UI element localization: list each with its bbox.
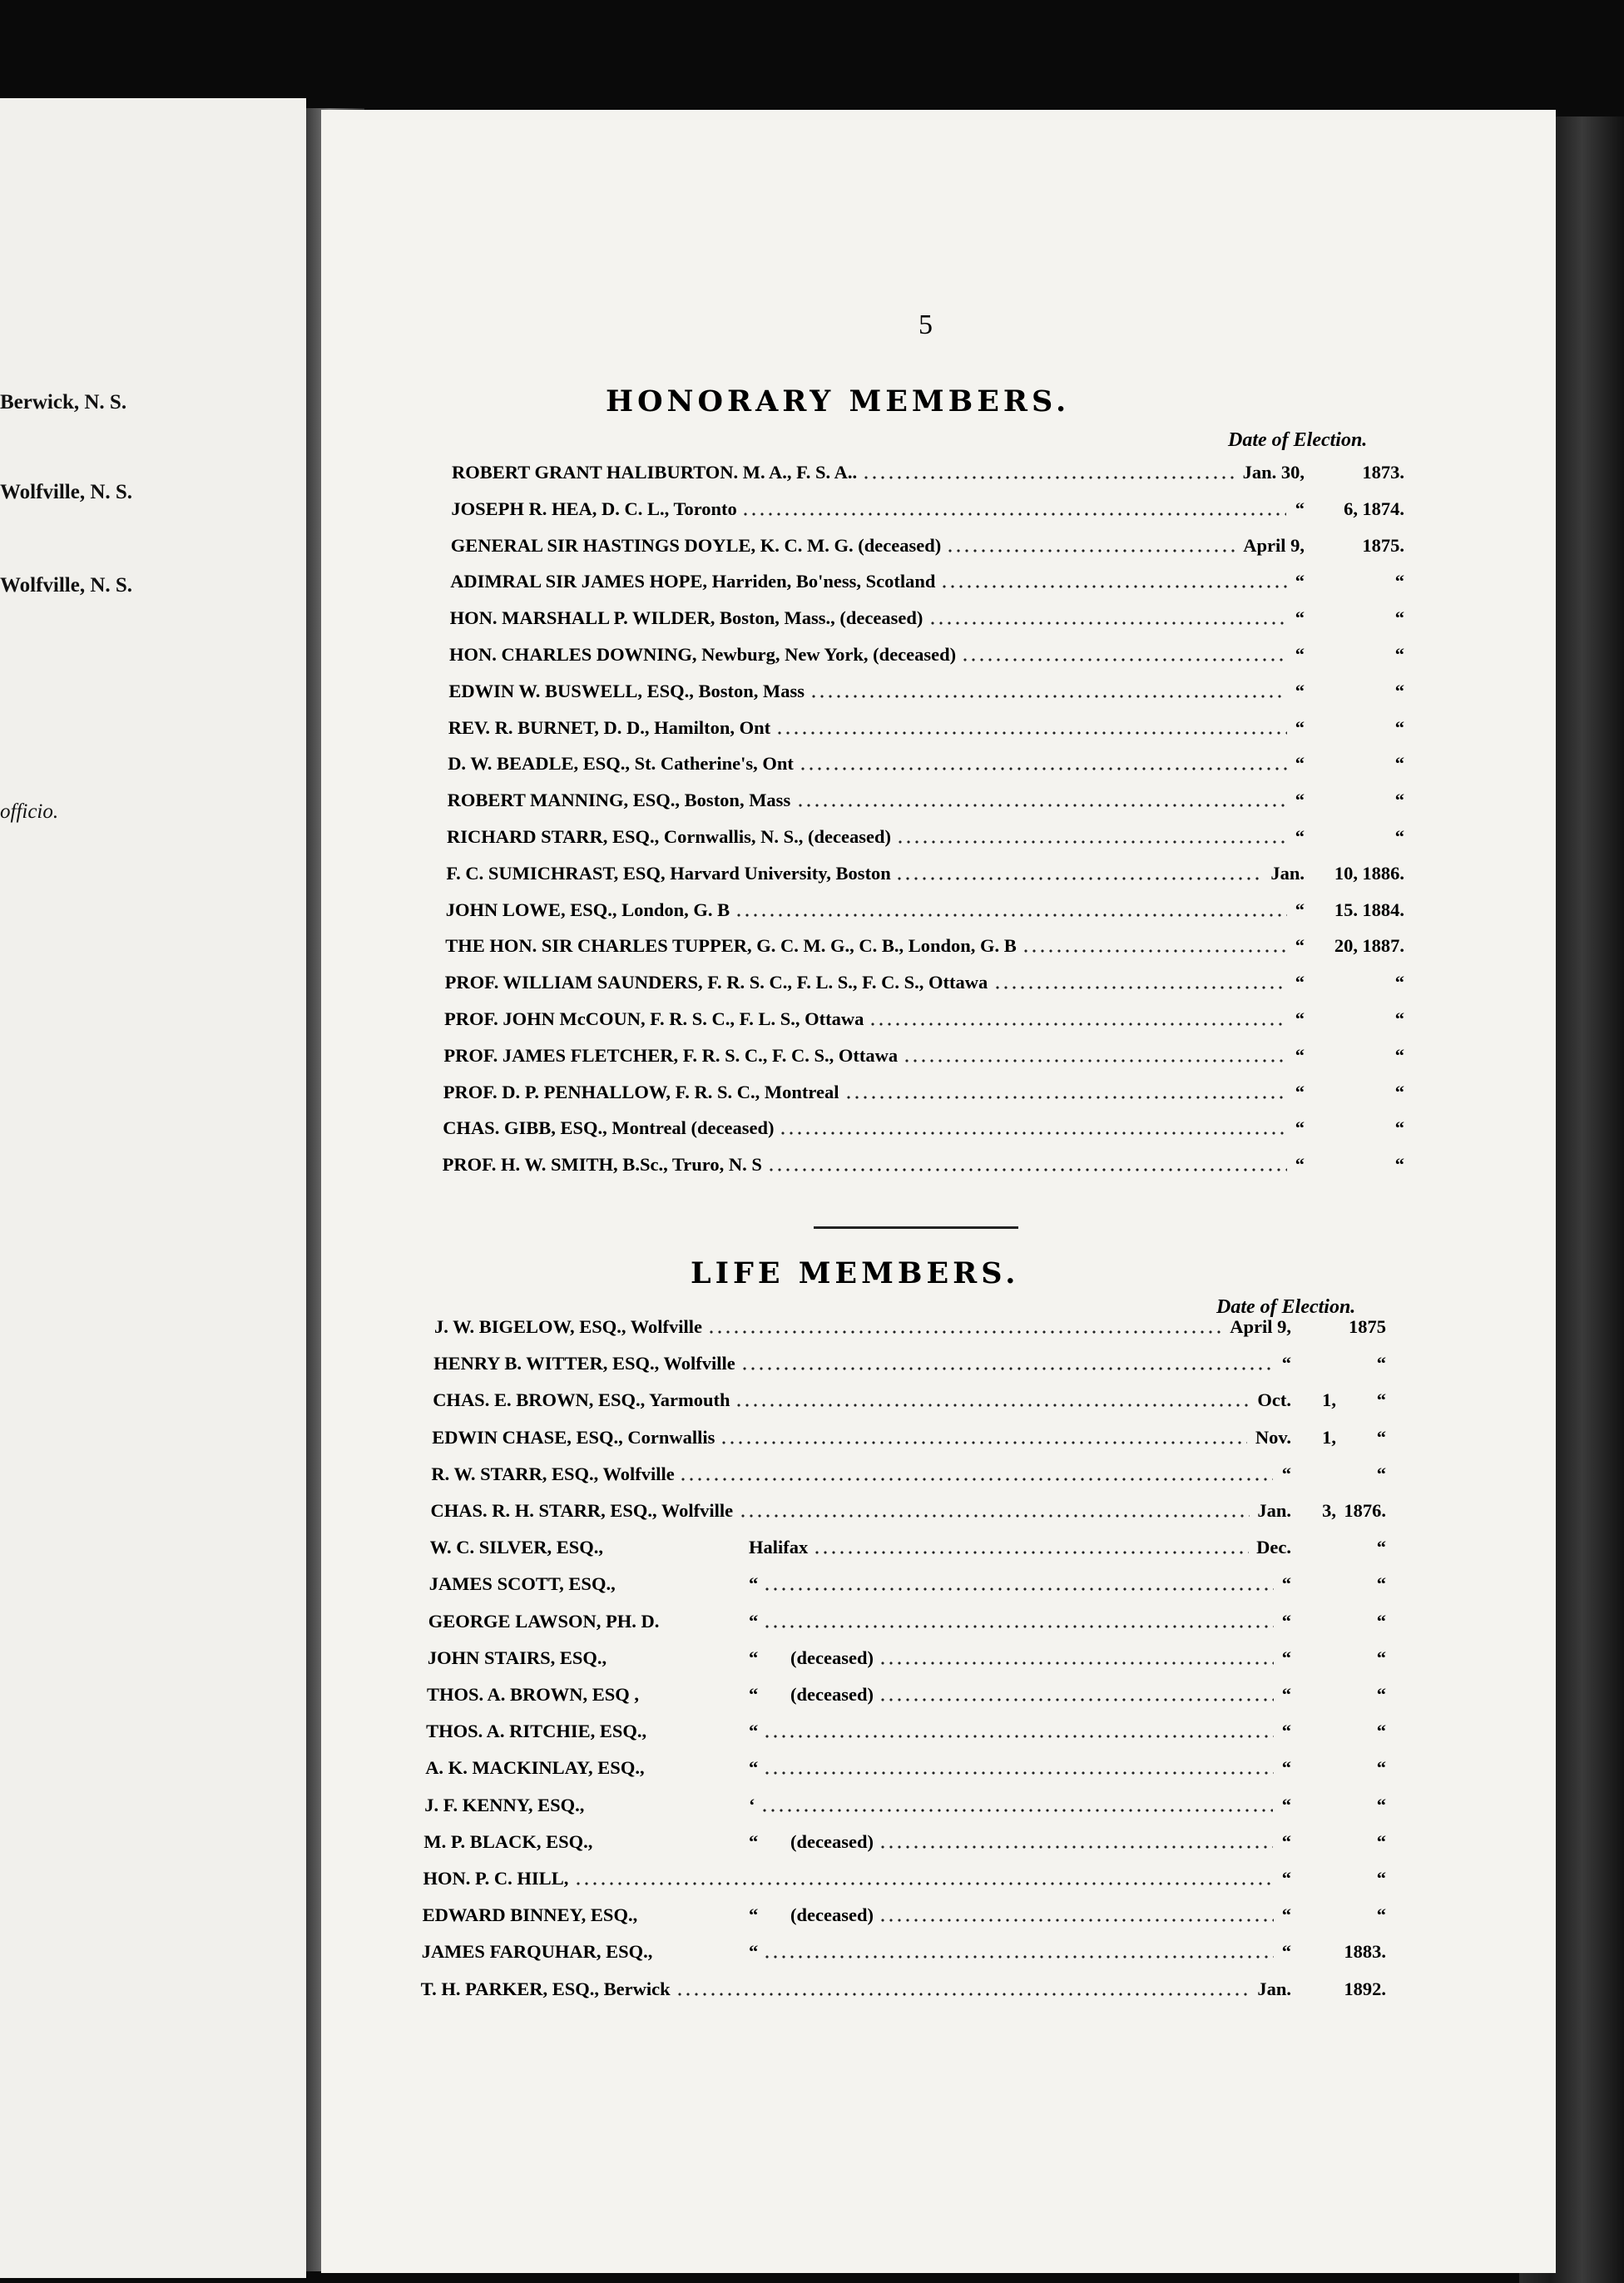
leader-dots [961,657,1287,662]
member-row [421,1978,1386,2008]
election-day: 3, [1322,1500,1336,1521]
member-name: THOS. A. RITCHIE, ESQ., [426,1721,647,1742]
leader-dots [896,839,1287,844]
member-name: RICHARD STARR, ESQ., Cornwallis, N. S., (deceased) [447,826,891,847]
member-name: GENERAL SIR HASTINGS DOYLE, K. C. M. G. (deceased) [450,534,942,556]
member-name: THE HON. SIR CHARLES TUPPER, G. C. M. G., C. B., London, G. B [445,935,1017,957]
election-month: “ [1295,1154,1305,1176]
election-month: April 9, [1243,534,1305,556]
election-month: “ [1281,1904,1291,1926]
election-year: 1886. [1362,862,1404,884]
election-month: “ [1281,1647,1291,1668]
election-month: “ [1281,1830,1291,1852]
leader-dots [796,803,1287,808]
member-row [450,607,1404,637]
election-year: “ [1394,753,1404,775]
leader-dots [862,475,1235,480]
member-name: CHAS. R. H. STARR, ESQ., Wolfville [430,1500,734,1521]
member-name: EDWIN CHASE, ESQ., Cornwallis [432,1426,715,1448]
leader-dots [813,1550,1249,1555]
member-row [428,1647,1386,1677]
election-year: “ [1376,1610,1386,1632]
election-month: “ [1281,1721,1291,1742]
member-row [432,1427,1386,1457]
election-year: “ [1376,1721,1386,1742]
election-year: “ [1376,1353,1386,1374]
member-row [433,1389,1386,1419]
election-month: “ [1281,1941,1291,1963]
election-day: 6, [1344,498,1358,519]
election-year: “ [1394,716,1404,738]
election-year: 1892. [1344,1978,1386,1999]
election-year: “ [1394,680,1404,701]
election-month: “ [1295,826,1305,847]
election-month: Jan. [1257,1500,1291,1521]
election-year: “ [1376,1904,1386,1926]
leader-dots [763,1624,1274,1629]
member-place: ‘ [748,1794,755,1815]
election-year: “ [1394,1117,1404,1139]
member-row [446,899,1404,929]
election-month: “ [1281,1610,1291,1632]
election-year: “ [1376,1389,1386,1411]
member-name: ADIMRAL SIR JAMES HOPE, Harriden, Bo'ness, Scotland [450,571,936,592]
leader-dots [763,1954,1274,1959]
member-name: HON. MARSHALL P. WILDER, Boston, Mass., (deceased) [449,607,923,629]
leader-dots [763,1734,1274,1739]
election-month: “ [1281,1794,1291,1815]
election-year: “ [1394,571,1404,592]
election-month: “ [1295,1008,1305,1029]
member-row [427,1684,1386,1714]
member-name: JAMES SCOTT, ESQ., [428,1573,616,1595]
election-month: Nov. [1255,1426,1291,1448]
election-month: Jan. [1270,862,1305,884]
member-name: JAMES FARQUHAR, ESQ., [421,1941,653,1963]
election-month: Jan. [1257,1978,1291,1999]
leader-dots [740,1366,1274,1371]
leader-dots [879,1845,1273,1850]
election-month: “ [1295,1044,1305,1066]
member-place: “ [748,1757,759,1779]
election-year: “ [1394,1008,1404,1029]
member-row [429,1573,1386,1603]
leader-dots [739,1513,1250,1518]
leader-dots [735,1403,1249,1408]
leader-dots [869,1022,1287,1027]
member-name: REV. R. BURNET, D. D., Hamilton, Ont [448,716,771,738]
election-year: 1873. [1362,462,1404,483]
member-row [426,1721,1386,1751]
member-name: J. F. KENNY, ESQ., [424,1794,585,1815]
election-year: 1883. [1344,1941,1386,1963]
member-name: W. C. SILVER, ESQ., [429,1537,604,1558]
member-name: ROBERT MANNING, ESQ., Boston, Mass [447,790,791,811]
member-row [430,1537,1386,1567]
member-row [448,753,1404,783]
member-row [434,1316,1386,1346]
member-name: JOHN LOWE, ESQ., London, G. B [445,899,730,920]
member-note: (deceased) [790,1904,874,1926]
member-row [446,863,1404,893]
member-name: PROF. JAMES FLETCHER, F. R. S. C., F. C. S., Ottawa [443,1044,899,1066]
election-year: “ [1376,1573,1386,1595]
date-of-election-header: Date of Election. [1216,1296,1356,1318]
election-year: “ [1394,1154,1404,1176]
election-month: “ [1295,753,1305,775]
member-row [433,1353,1386,1383]
election-month: “ [1281,1868,1291,1889]
leader-dots [946,548,1235,553]
member-row [422,1941,1386,1971]
member-name: JOSEPH R. HEA, D. C. L., Toronto [451,498,737,519]
left-page-fragment: officio. [0,800,59,823]
leader-dots [679,1477,1273,1482]
left-page-fragment: Wolfville, N. S. [0,574,133,597]
election-year: “ [1376,1757,1386,1779]
member-row [443,1117,1404,1147]
election-year: “ [1394,1044,1404,1066]
election-year: “ [1394,644,1404,665]
leader-dots [735,913,1287,918]
election-year: 1876. [1344,1500,1386,1521]
leader-dots [707,1330,1221,1335]
election-year: 1874. [1362,498,1404,519]
member-row [444,1008,1404,1038]
member-row [424,1795,1386,1825]
member-row [447,826,1404,856]
member-row [451,498,1404,528]
election-month: “ [1295,644,1305,665]
leader-dots [775,730,1287,735]
election-year: 1884. [1362,899,1404,920]
election-day: 20, [1334,935,1358,957]
member-row [428,1611,1386,1641]
election-year: “ [1394,1081,1404,1102]
election-month: “ [1295,1081,1305,1102]
election-day: 15. [1334,899,1358,920]
election-month: “ [1295,571,1305,592]
election-year: 1875 [1349,1316,1386,1337]
leader-dots [993,985,1287,990]
election-month: Jan. 30, [1242,462,1305,483]
member-row [449,644,1404,674]
election-month: “ [1295,935,1305,957]
member-name: T. H. PARKER, ESQ., Berwick [420,1978,671,1999]
member-place: “ [748,1610,759,1632]
election-month: “ [1295,1117,1305,1139]
election-year: “ [1394,607,1404,629]
member-name: D. W. BEADLE, ESQ., St. Catherine's, Ont [448,753,794,775]
election-month: “ [1281,1353,1291,1374]
election-year: 1887. [1362,935,1404,957]
election-month: Oct. [1257,1389,1291,1411]
leader-dots [895,876,1262,881]
member-row [445,935,1404,965]
member-name: ROBERT GRANT HALIBURTON. M. A., F. S. A.. [452,462,858,483]
member-name: A. K. MACKINLAY, ESQ., [425,1757,645,1779]
member-name: HON. CHARLES DOWNING, Newburg, New York, (deceased) [449,644,957,665]
member-note: (deceased) [790,1830,874,1852]
election-year: “ [1376,1647,1386,1668]
member-name: J. W. BIGELOW, ESQ., Wolfville [434,1316,702,1337]
leader-dots [741,512,1286,517]
page-number: 5 [918,310,933,340]
election-month: “ [1295,790,1305,811]
member-row [448,681,1404,711]
election-year: 1875. [1362,534,1404,556]
member-row [448,790,1404,820]
member-row [450,571,1404,601]
member-row [423,1831,1386,1861]
leader-dots [940,584,1287,589]
election-year: “ [1376,1463,1386,1484]
section-title-life: LIFE MEMBERS. [691,1256,1020,1290]
member-name: EDWIN W. BUSWELL, ESQ., Boston, Mass [448,680,805,701]
member-row [445,972,1404,1002]
member-row [451,535,1404,565]
leader-dots [879,1661,1274,1666]
member-place: “ [748,1721,759,1742]
election-year: “ [1394,826,1404,847]
election-month: “ [1281,1463,1291,1484]
member-row [448,717,1404,747]
section-title-honorary: HONORARY MEMBERS. [606,384,1071,418]
left-page-fragment: Wolfville, N. S. [0,481,133,503]
member-row [425,1757,1386,1787]
election-month: “ [1295,899,1305,920]
election-year: “ [1394,790,1404,811]
leader-dots [574,1881,1274,1886]
member-row [431,1463,1386,1493]
member-name: F. C. SUMICHRAST, ESQ, Harvard University, Boston [446,862,891,884]
leader-dots [928,621,1287,626]
member-name: HENRY B. WITTER, ESQ., Wolfville [433,1353,735,1374]
member-place: “ [748,1904,759,1926]
member-place: “ [748,1830,759,1852]
election-year: “ [1376,1426,1386,1448]
member-name: R. W. STARR, ESQ., Wolfville [431,1463,675,1484]
member-name: PROF. WILLIAM SAUNDERS, F. R. S. C., F. L. S., F. C. S., Ottawa [444,972,988,993]
election-year: “ [1376,1868,1386,1889]
leader-dots [763,1587,1274,1592]
election-year: “ [1376,1684,1386,1705]
leader-dots [760,1808,1273,1813]
leader-dots [720,1440,1247,1445]
member-place: Halifax [748,1537,809,1558]
election-month: “ [1295,498,1305,519]
leader-dots [763,1770,1274,1775]
leader-dots [779,1131,1287,1136]
member-place: “ [749,1684,759,1705]
leader-dots [1022,948,1287,953]
member-note: (deceased) [790,1684,874,1705]
member-name: PROF. JOHN McCOUN, F. R. S. C., F. L. S., Ottawa [444,1008,864,1029]
member-name: CHAS. E. BROWN, ESQ., Yarmouth [433,1389,730,1411]
election-year: “ [1394,972,1404,993]
member-row [423,1868,1387,1898]
election-month: “ [1281,1573,1291,1595]
member-row [443,1154,1404,1184]
member-name: JOHN STAIRS, ESQ., [427,1647,607,1668]
member-row [443,1045,1404,1075]
leader-dots [903,1058,1286,1063]
member-name: GEORGE LAWSON, PH. D. [428,1610,660,1632]
election-day: 1, [1322,1426,1336,1448]
member-place: “ [748,1941,759,1963]
election-year: “ [1376,1830,1386,1852]
leader-dots [844,1095,1287,1100]
member-name: EDWARD BINNEY, ESQ., [422,1904,638,1926]
left-page-fragment: Berwick, N. S. [0,391,127,414]
member-name: HON. P. C. HILL, [423,1868,569,1889]
election-month: “ [1281,1757,1291,1779]
member-row [423,1904,1386,1934]
member-place: “ [748,1647,759,1668]
leader-dots [799,766,1287,771]
member-row [452,462,1404,492]
member-place: “ [748,1573,759,1595]
date-of-election-header: Date of Election. [1228,429,1368,451]
election-month: “ [1281,1684,1291,1705]
facing-page [0,98,306,2278]
election-year: “ [1376,1794,1386,1815]
election-month: April 9, [1230,1316,1291,1337]
election-month: “ [1295,607,1305,629]
election-month: “ [1295,680,1305,701]
member-name: THOS. A. BROWN, ESQ , [427,1684,640,1705]
election-day: 1, [1322,1389,1336,1411]
election-month: “ [1295,716,1305,738]
member-name: M. P. BLACK, ESQ., [423,1830,593,1852]
leader-dots [676,1992,1250,1997]
member-name: PROF. D. P. PENHALLOW, F. R. S. C., Montreal [443,1081,839,1102]
section-divider [814,1226,1018,1229]
member-note: (deceased) [790,1647,874,1668]
election-day: 10, [1334,862,1358,884]
election-month: “ [1295,972,1305,993]
leader-dots [767,1167,1287,1172]
leader-dots [810,694,1286,699]
member-row [443,1082,1404,1112]
member-row [431,1500,1387,1530]
member-name: CHAS. GIBB, ESQ., Montreal (deceased) [443,1117,775,1139]
election-year: “ [1376,1537,1386,1558]
member-name: PROF. H. W. SMITH, B.Sc., Truro, N. S [442,1154,762,1176]
leader-dots [879,1697,1274,1702]
election-month: Dec. [1256,1537,1291,1558]
leader-dots [879,1918,1274,1923]
